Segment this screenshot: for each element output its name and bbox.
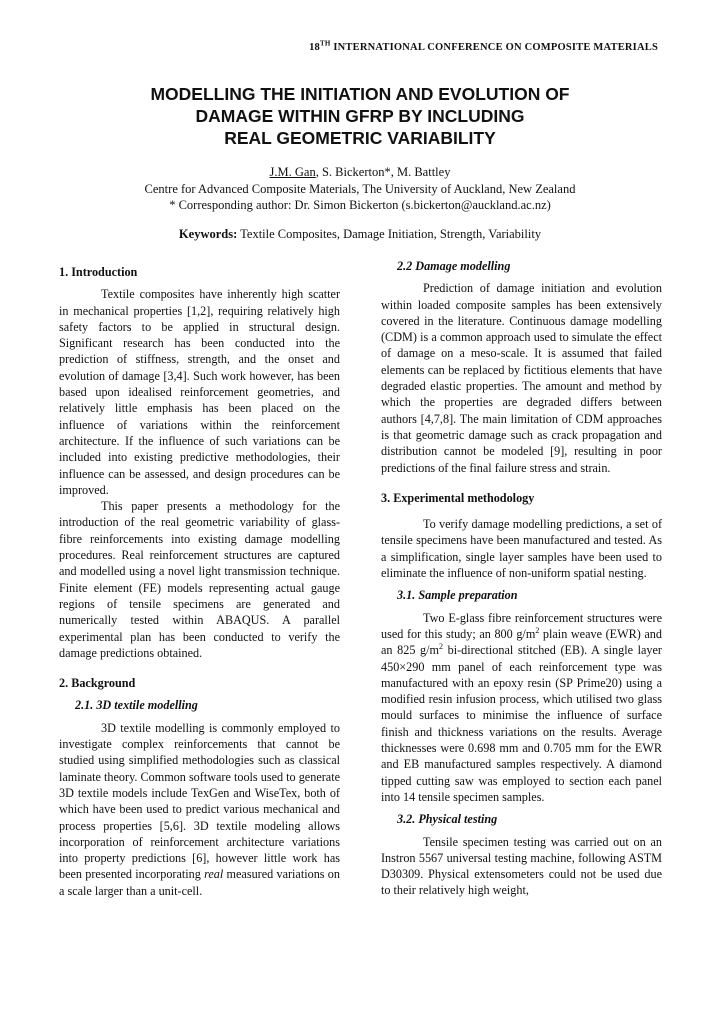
sample-text-b: plain weave (EWR) and an 825 g/m	[381, 626, 662, 658]
author-list	[60, 164, 660, 181]
keywords-text: Textile Composites, Damage Initiation, Strength, Variability	[237, 227, 542, 241]
sample-text-a: Two E-glass fibre reinforcement structures were used for this study; an 800 g/m	[381, 610, 662, 641]
subsection-heading-physical-testing: 3.2. Physical testing	[397, 812, 498, 827]
sample-superscript-1: 2	[535, 625, 540, 635]
keywords-label: Keywords:	[178, 227, 238, 241]
section-heading-background: 2. Background	[59, 676, 136, 691]
right-column	[381, 258, 662, 899]
conference-name: INTERNATIONAL CONFERENCE ON COMPOSITE MATERIALS	[333, 42, 658, 53]
section-heading-introduction: 1. Introduction	[59, 265, 138, 279]
textile-text-2: measured variations on a scale larger than a unit-cell.	[59, 867, 340, 898]
subsection-heading-textile-modelling: 2.1. 3D textile modelling	[75, 698, 198, 713]
sample-preparation-paragraph	[381, 610, 662, 806]
intro-paragraph-2: This paper presents a methodology for the introduction of the real geometric variability of glass-fibre reinforcements into existing damage modelling procedures. Real reinforcement structures are captured and modelled using a novel light transmission technique. Finite element (FE) models representing actual gauge regions of tensile specimens are generated and numerically tested within ABAQUS. A parallel experimental plan has been conducted to verify the damage predictions obtained.	[59, 499, 340, 660]
textile-text-italic: real	[204, 867, 224, 882]
conference-header	[0, 39, 720, 53]
subsection-heading-sample-preparation: 3.1. Sample preparation	[397, 588, 518, 603]
keywords	[60, 227, 660, 242]
conference-number: 18	[309, 42, 321, 53]
title-line-3: REAL GEOMETRIC VARIABILITY	[224, 128, 496, 148]
sample-superscript-2: 2	[439, 642, 443, 652]
conference-ordinal: TH	[320, 39, 331, 48]
co-authors: , S. Bickerton*, M. Battley	[315, 165, 451, 179]
first-author: J.M. Gan	[269, 165, 316, 179]
subsection-heading-damage-modelling: 2.2 Damage modelling	[397, 259, 511, 273]
experimental-paragraph: To verify damage modelling predictions, a set of tensile specimens have been manufactured and tested. As a simplification, single layer samples have been used to eliminate the influence of non-uniform spatial nesting.	[381, 517, 662, 581]
affiliation: Centre for Advanced Composite Materials, The University of Auckland, New Zealand	[144, 181, 576, 196]
textile-text-1: 3D textile modelling is commonly employed to investigate complex reinforcements that cannot be studied using simplified methodologies such as classical laminate theory. Common software tools used to generate 3D textile models include TexGen and WiseTex, both of which have been used to predict various mechanical and process properties [5,6]. 3D textile modeling allows incorporation of reinforcement architecture variations into property predictions [6], however little work has been presented incorporating	[59, 720, 340, 882]
left-column	[59, 258, 340, 899]
physical-testing-paragraph: Tensile specimen testing was carried out on an Instron 5567 universal testing machine, following ASTM D30309. Physical extensometers could not be used due to their relatively high weight,	[381, 834, 662, 898]
title-line-2: DAMAGE WITHIN GFRP BY INCLUDING	[195, 106, 525, 126]
textile-modelling-paragraph	[59, 720, 340, 899]
intro-paragraph-1: Textile composites have inherently high scatter in mechanical properties [1,2], requiring relatively high safety factors to be applied in structural design. Significant research has been conducted into the prediction of stiffness, strength, and the onset and evolution of damage [3,4]. Such work however, has been based upon idealised reinforcement geometries, and relatively little emphasis has been placed on the influence of variations within the reinforcement architecture. If the influence of such variations can be included into existing predictive methodologies, their influence can be assessed, and design procedures can be improved.	[59, 287, 340, 497]
author-block	[60, 164, 660, 214]
corresponding-author: * Corresponding author: Dr. Simon Bickerton (s.bickerton@auckland.ac.nz)	[169, 198, 551, 212]
damage-modelling-paragraph: Prediction of damage initiation and evolution within loaded composite samples has been extensively covered in the literature. Continuous damage modelling (CDM) is a common approach used to simulate the effect of damage on a meso-scale. It is assumed that failed elements can be replaced by fictitious elements that have degraded elastic properties. The amount and method by which the properties are degraded differs between authors [4,7,8]. The main limitation of CDM approaches is that geometric damage such as crack propagation and distribution cannot be modeled [9], resulting in poor predictions of the final failure stress and strain.	[381, 281, 662, 475]
title-line-1: MODELLING THE INITIATION AND EVOLUTION OF	[150, 84, 570, 104]
section-heading-experimental: 3. Experimental methodology	[381, 490, 535, 505]
sample-text-c: bi-directional stitched (EB). A single layer 450×290 mm panel of each reinforcement type was manufactured with an epoxy resin (SP Prime20) using a modified resin infusion process, which utilised two glass mould surfaces to minimise the influence of surface finish and thickness variations on the results. Average thicknesses were 0.698 mm and 0.705 mm for the EWR and EB manufactured samples respectively. A diamond tipped cutting saw was employed to section each panel into 14 tensile specimen samples.	[381, 643, 662, 804]
paper-title	[60, 83, 660, 149]
